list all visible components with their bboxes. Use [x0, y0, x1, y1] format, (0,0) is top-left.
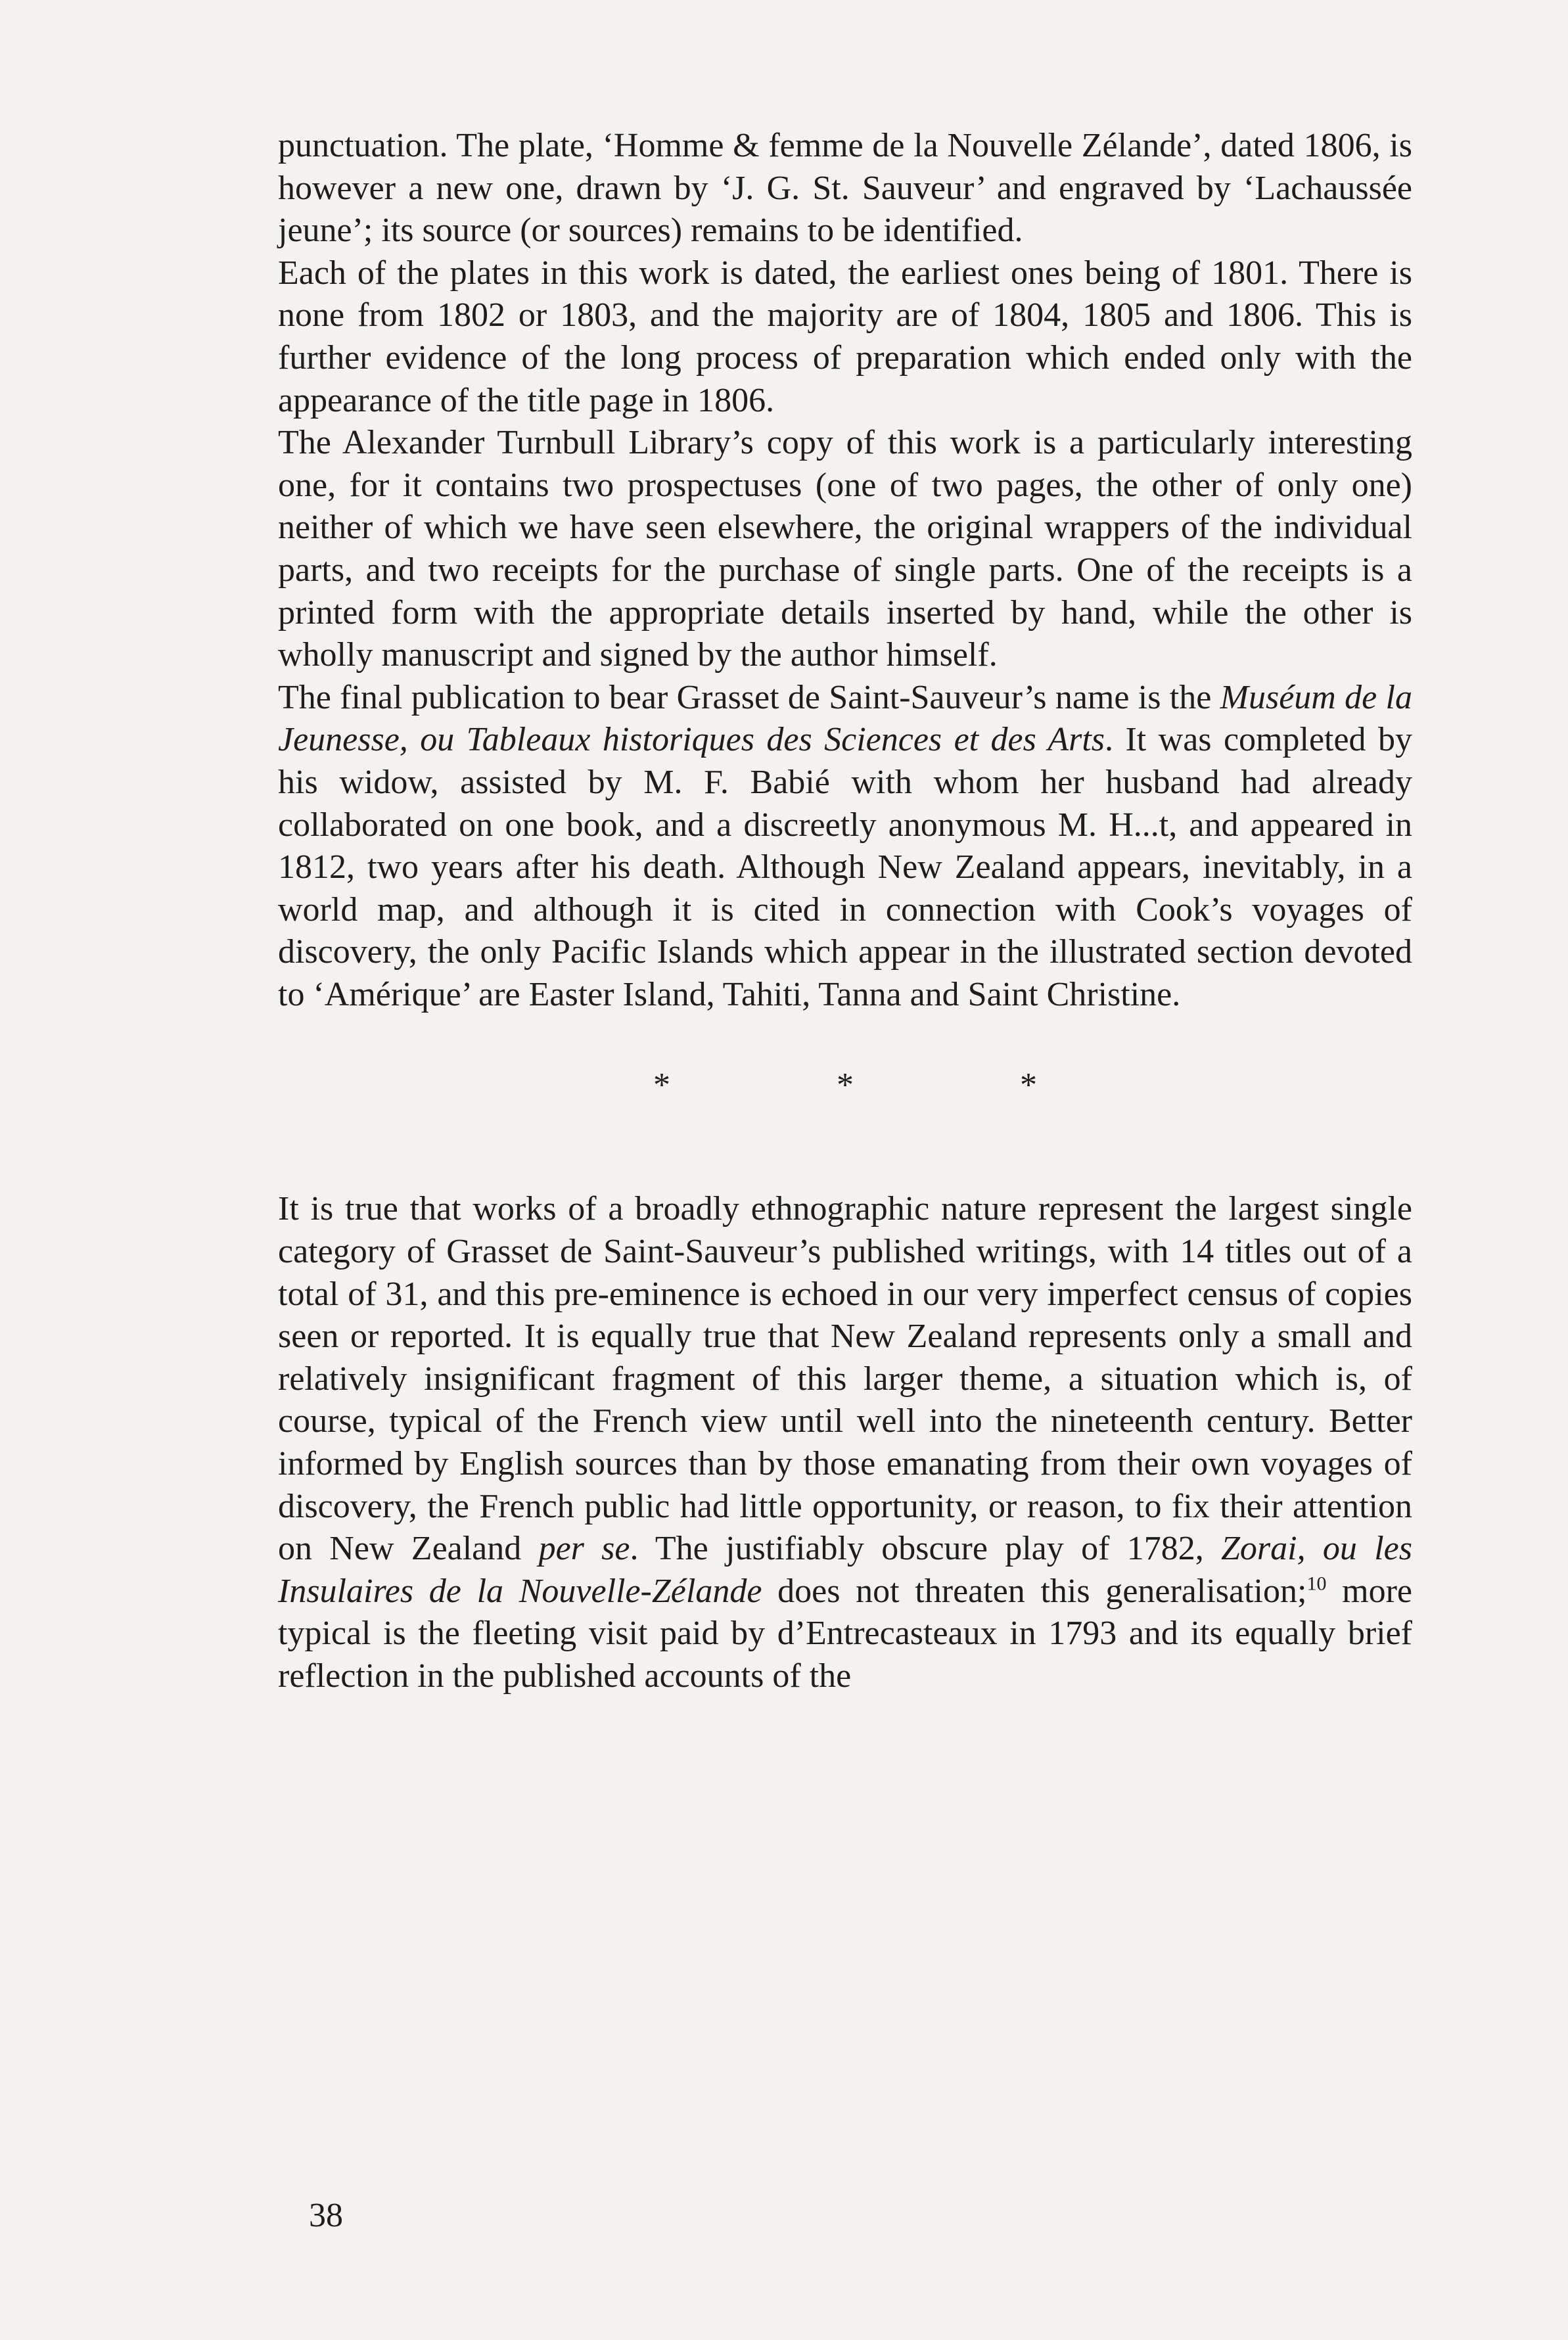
text-run: The final publication to bear Grasset de Saint-Sauveur’s name is the	[278, 678, 1220, 716]
italic-title: Muséum de la Jeunesse, ou Tableaux historiques des Sciences et des Arts	[278, 678, 1413, 759]
text-run: . The justifiably obscure play of 1782,	[630, 1530, 1221, 1568]
text-run: . It was completed by his widow, assisted by M. F. Babié with whom her husband had already collaborated on one book, and a discreetly anonymous M. H...t, and appeared in 1812, two years after his death. Although New Zealand appears, inevitably, in a world map, and although it is cited in connection with Cook’s voyages of discovery, the only Pacific Islands which appear in the illustrated section devoted to ‘Amérique’ are Easter Island, Tahiti, Tanna and Saint Christine.	[278, 721, 1412, 1013]
italic-title: per se	[538, 1530, 630, 1568]
footnote-ref: 10	[1306, 1572, 1327, 1595]
page-body	[278, 125, 1412, 1698]
page-number: 38	[309, 2197, 343, 2234]
text-run: does not threaten this generalisation;	[762, 1572, 1307, 1610]
text-block-lower	[278, 1188, 1412, 1697]
text-run: Each of the plates in this work is dated, the earliest ones being of 1801. There is none from 1802 or 1803, and the majority are of 1804, 1805 and 1806. This is further evidence of the long process of preparation which ended only with the appearance of the title page in 1806.	[278, 254, 1412, 419]
paragraph-p5	[278, 1188, 1412, 1697]
italic-title: Zorai, ou les Insulaires de la Nouvelle-Zélande	[278, 1530, 1412, 1610]
paragraph-p1	[278, 125, 1412, 252]
text-run: more typical is the fleeting visit paid by d’Entrecasteaux in 1793 and its equally brief reflection in the published accounts of the	[278, 1572, 1412, 1695]
text-run: punctuation. The plate, ‘Homme & femme de la Nouvelle Zélande’, dated 1806, is however a new one, drawn by ‘J. G. St. Sauveur’ and engraved by ‘Lachaussée jeune’; its source (or sources) remains to be identified.	[278, 127, 1412, 250]
section-separator: * * *	[653, 1067, 1116, 1105]
paragraph-p4	[278, 677, 1412, 1017]
text-run: It is true that works of a broadly ethnographic nature represent the largest single category of Grasset de Saint-Sauveur’s published writings, with 14 titles out of a total of 31, and this pre-eminence is echoed in our very imperfect census of copies seen or reported. It is equally true that New Zealand represents only a small and relatively insignificant fragment of this larger theme, a situation which is, of course, typical of the French view until well into the nineteenth century. Better informed by English sources than by those emanating from their own voyages of discovery, the French public had little opportunity, or reason, to fix their attention on New Zealand	[278, 1190, 1412, 1568]
text-run: The Alexander Turnbull Library’s copy of this work is a particularly interesting one, for it contains two prospectuses (one of two pages, the other of only one) neither of which we have seen elsewhere, the original wrappers of the individual parts, and two receipts for the purchase of single parts. One of the receipts is a printed form with the appropriate details inserted by hand, while the other is wholly manuscript and signed by the author himself.	[278, 424, 1412, 674]
paragraph-p3	[278, 422, 1412, 677]
paragraph-p2	[278, 252, 1412, 422]
text-block-upper	[278, 125, 1412, 1016]
